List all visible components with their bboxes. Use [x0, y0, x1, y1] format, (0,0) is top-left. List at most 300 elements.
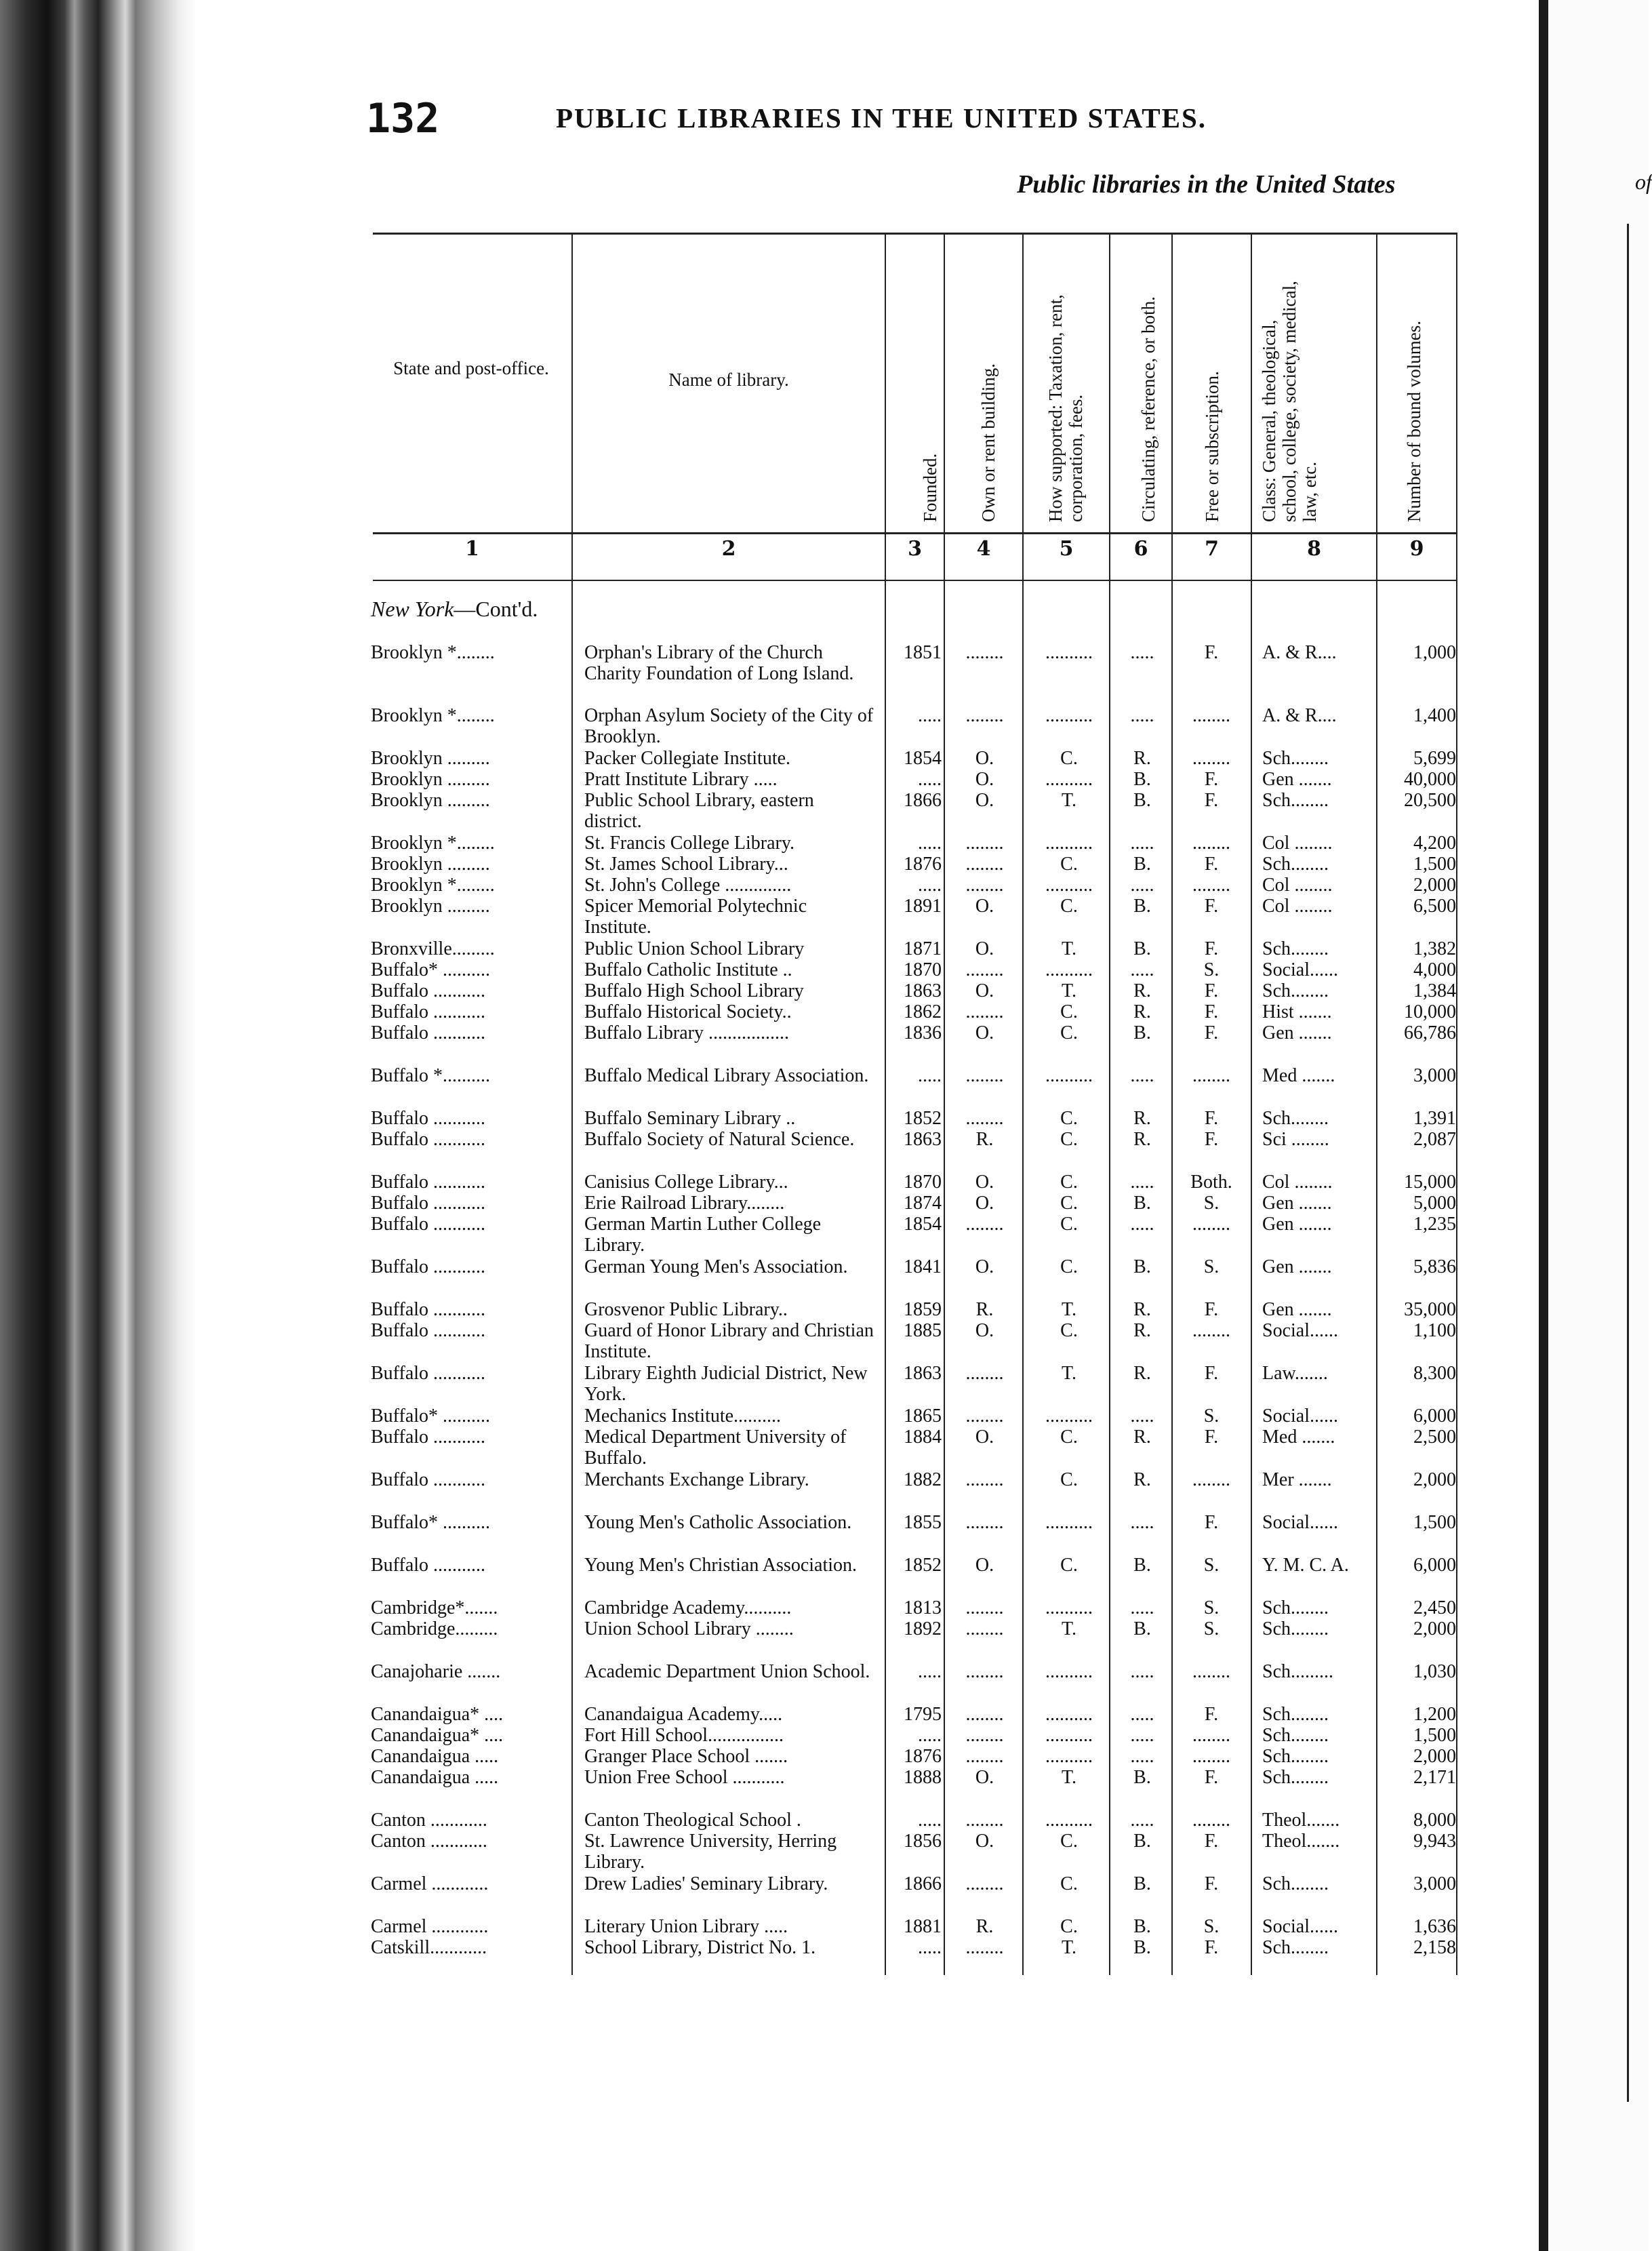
- table-cell-circulating: .....: [1130, 1065, 1154, 1086]
- table-cell-class: Sch........: [1262, 1746, 1329, 1767]
- table-cell-class: Gen .......: [1262, 1022, 1332, 1043]
- table-cell-name: Guard of Honor Library and Christian Institute.: [584, 1320, 874, 1362]
- table-cell-volumes: 10,000: [1404, 1001, 1456, 1022]
- table-cell-name: St. John's College ..............: [584, 875, 792, 896]
- table-cell-own-or-rent: ........: [965, 1873, 1004, 1894]
- column-header-own-or-rent: Own or rent building.: [978, 363, 999, 522]
- column-header-founded: Founded.: [920, 453, 940, 522]
- table-cell-free-or-subscription: F.: [1204, 642, 1219, 663]
- table-cell-founded: 1870: [904, 1172, 942, 1193]
- table-cell-own-or-rent: ........: [965, 854, 1004, 875]
- table-cell-founded: 1888: [904, 1767, 942, 1788]
- book-binding-edge: [0, 0, 197, 2251]
- table-cell-founded: 1866: [904, 790, 942, 811]
- table-cell-volumes: 2,087: [1413, 1129, 1456, 1150]
- table-cell-state: Canandaigua* ....: [371, 1725, 504, 1746]
- table-cell-free-or-subscription: F.: [1204, 1129, 1219, 1150]
- table-cell-state: Buffalo ...........: [371, 1555, 486, 1576]
- table-cell-name: Buffalo Historical Society..: [584, 1001, 792, 1022]
- table-cell-class: Sch........: [1262, 1597, 1329, 1618]
- table-cell-name: Buffalo High School Library: [584, 980, 804, 1001]
- table-cell-volumes: 1,384: [1413, 980, 1456, 1001]
- table-cell-circulating: .....: [1130, 1406, 1154, 1427]
- table-cell-circulating: .....: [1130, 1597, 1154, 1618]
- table-cell-class: Sch........: [1262, 1108, 1329, 1129]
- table-cell-volumes: 1,636: [1413, 1916, 1456, 1937]
- table-cell-volumes: 4,200: [1413, 833, 1456, 854]
- table-cell-state: Buffalo* ..........: [371, 1406, 491, 1427]
- table-cell-circulating: B.: [1133, 1873, 1151, 1894]
- table-cell-class: Col ........: [1262, 896, 1333, 917]
- table-cell-state: Canajoharie .......: [371, 1661, 501, 1682]
- table-cell-how-supported: T.: [1061, 1363, 1077, 1384]
- table-cell-class: Gen .......: [1262, 769, 1332, 790]
- table-cell-state: Brooklyn *........: [371, 642, 495, 663]
- table-cell-state: Brooklyn .........: [371, 854, 490, 875]
- table-cell-free-or-subscription: F.: [1204, 1022, 1219, 1043]
- table-cell-volumes: 8,300: [1413, 1363, 1456, 1384]
- table-cell-free-or-subscription: ........: [1192, 875, 1230, 896]
- table-cell-free-or-subscription: F.: [1204, 1001, 1219, 1022]
- table-cell-class: Sci ........: [1262, 1129, 1329, 1150]
- table-cell-class: Sch.........: [1262, 1661, 1333, 1682]
- table-cell-own-or-rent: O.: [975, 748, 994, 769]
- table-cell-own-or-rent: ........: [965, 705, 1004, 726]
- table-cell-free-or-subscription: S.: [1203, 1256, 1220, 1277]
- table-cell-circulating: B.: [1133, 1256, 1151, 1277]
- table-cell-founded: 1854: [904, 1214, 942, 1235]
- table-cell-own-or-rent: O.: [975, 1193, 994, 1214]
- table-cell-own-or-rent: ........: [965, 1108, 1004, 1129]
- table-cell-circulating: .....: [1130, 1512, 1154, 1533]
- table-cell-class: Sch........: [1262, 1767, 1329, 1788]
- table-cell-own-or-rent: ........: [965, 1597, 1004, 1618]
- table-cell-founded: 1884: [904, 1427, 942, 1448]
- table-cell-state: Carmel ............: [371, 1916, 489, 1937]
- table-cell-free-or-subscription: ........: [1192, 833, 1230, 854]
- table-cell-volumes: 2,171: [1413, 1767, 1456, 1788]
- table-cell-volumes: 5,836: [1413, 1256, 1456, 1277]
- table-cell-how-supported: T.: [1061, 1767, 1077, 1788]
- running-head: PUBLIC LIBRARIES IN THE UNITED STATES.: [556, 102, 1207, 134]
- table-cell-how-supported: ..........: [1045, 1810, 1093, 1831]
- table-cell-name: Young Men's Christian Association.: [584, 1555, 858, 1576]
- table-cell-class: Y. M. C. A.: [1262, 1555, 1349, 1576]
- table-cell-how-supported: T.: [1061, 1618, 1077, 1639]
- table-cell-class: Sch........: [1262, 938, 1329, 959]
- table-cell-own-or-rent: O.: [975, 1172, 994, 1193]
- table-cell-free-or-subscription: F.: [1204, 854, 1219, 875]
- table-cell-class: Law.......: [1262, 1363, 1328, 1384]
- table-cell-name: Academic Department Union School.: [584, 1661, 870, 1682]
- table-top-rule: [373, 233, 1457, 235]
- table-cell-state: Buffalo ...........: [371, 1001, 486, 1022]
- table-cell-name: Union Free School ...........: [584, 1767, 785, 1788]
- table-cell-circulating: R.: [1133, 1108, 1151, 1129]
- table-cell-free-or-subscription: F.: [1204, 1299, 1219, 1320]
- table-cell-name: Buffalo Society of Natural Science.: [584, 1129, 855, 1150]
- table-cell-circulating: R.: [1133, 1363, 1151, 1384]
- table-cell-class: Gen .......: [1262, 1193, 1332, 1214]
- table-cell-own-or-rent: O.: [975, 1256, 994, 1277]
- table-caption: Public libraries in the United States: [1017, 170, 1396, 199]
- table-cell-founded: 1863: [904, 980, 942, 1001]
- table-cell-circulating: B.: [1133, 1193, 1151, 1214]
- table-cell-circulating: B.: [1133, 1555, 1151, 1576]
- table-cell-volumes: 1,030: [1413, 1661, 1456, 1682]
- table-cell-how-supported: C.: [1060, 1129, 1078, 1150]
- table-cell-state: Buffalo ...........: [371, 1022, 486, 1043]
- table-cell-name: Orphan Asylum Society of the City of Brooklyn.: [584, 705, 874, 747]
- table-cell-free-or-subscription: ........: [1192, 1725, 1230, 1746]
- table-cell-name: Grosvenor Public Library..: [584, 1299, 788, 1320]
- table-cell-free-or-subscription: S.: [1203, 1555, 1220, 1576]
- table-cell-free-or-subscription: S.: [1203, 1193, 1220, 1214]
- table-cell-how-supported: ..........: [1045, 769, 1093, 790]
- table-cell-class: Med .......: [1262, 1065, 1335, 1086]
- table-cell-how-supported: T.: [1061, 790, 1077, 811]
- table-cell-founded: 1891: [904, 896, 942, 917]
- table-cell-founded: .....: [918, 1065, 942, 1086]
- table-cell-own-or-rent: O.: [975, 1555, 994, 1576]
- table-cell-how-supported: C.: [1060, 896, 1078, 917]
- colnum-bottom-rule: [373, 580, 1457, 581]
- column-header-free-or-subscription: Free or subscription.: [1202, 371, 1222, 522]
- column-number: 8: [1307, 537, 1321, 561]
- table-cell-own-or-rent: O.: [975, 938, 994, 959]
- table-cell-circulating: .....: [1130, 1172, 1154, 1193]
- table-cell-how-supported: ..........: [1045, 1065, 1093, 1086]
- table-cell-name: Buffalo Medical Library Association.: [584, 1065, 869, 1086]
- table-cell-circulating: R.: [1133, 748, 1151, 769]
- table-cell-own-or-rent: ........: [965, 959, 1004, 980]
- table-cell-how-supported: C.: [1060, 1873, 1078, 1894]
- table-cell-circulating: .....: [1130, 705, 1154, 726]
- table-cell-volumes: 1,500: [1413, 1512, 1456, 1533]
- table-cell-volumes: 6,500: [1413, 896, 1456, 917]
- table-cell-how-supported: ..........: [1045, 1746, 1093, 1767]
- table-cell-state: Canandaigua .....: [371, 1746, 499, 1767]
- table-cell-class: Sch........: [1262, 1873, 1329, 1894]
- table-cell-how-supported: C.: [1060, 1108, 1078, 1129]
- section-heading: [371, 597, 538, 622]
- table-cell-class: A. & R....: [1262, 642, 1337, 663]
- table-cell-volumes: 2,158: [1413, 1937, 1456, 1958]
- table-cell-volumes: 1,000: [1413, 642, 1456, 663]
- table-cell-volumes: 8,000: [1413, 1810, 1456, 1831]
- table-cell-name: Canton Theological School .: [584, 1810, 801, 1831]
- table-cell-own-or-rent: ........: [965, 1065, 1004, 1086]
- table-cell-free-or-subscription: F.: [1204, 1363, 1219, 1384]
- table-cell-volumes: 6,000: [1413, 1406, 1456, 1427]
- table-cell-own-or-rent: R.: [975, 1916, 994, 1937]
- table-cell-class: Sch........: [1262, 748, 1329, 769]
- column-number: 2: [721, 537, 736, 561]
- table-cell-class: A. & R....: [1262, 705, 1337, 726]
- table-cell-founded: 1863: [904, 1129, 942, 1150]
- table-cell-name: Literary Union Library .....: [584, 1916, 788, 1937]
- table-cell-free-or-subscription: F.: [1204, 980, 1219, 1001]
- table-cell-how-supported: T.: [1061, 1299, 1077, 1320]
- table-cell-state: Buffalo ...........: [371, 1214, 486, 1235]
- table-cell-how-supported: C.: [1060, 1193, 1078, 1214]
- table-cell-state: Buffalo ...........: [371, 1129, 486, 1150]
- table-cell-how-supported: T.: [1061, 1937, 1077, 1958]
- table-cell-own-or-rent: ........: [965, 1704, 1004, 1725]
- table-cell-free-or-subscription: F.: [1204, 1512, 1219, 1533]
- table-cell-free-or-subscription: ........: [1192, 1214, 1230, 1235]
- table-cell-own-or-rent: ........: [965, 1810, 1004, 1831]
- table-cell-state: Brooklyn *........: [371, 875, 495, 896]
- table-cell-how-supported: ..........: [1045, 833, 1093, 854]
- table-cell-name: Buffalo Library .................: [584, 1022, 789, 1043]
- table-cell-how-supported: C.: [1060, 1256, 1078, 1277]
- table-cell-state: Buffalo ...........: [371, 1469, 486, 1490]
- table-cell-volumes: 2,000: [1413, 1618, 1456, 1639]
- table-cell-how-supported: ..........: [1045, 959, 1093, 980]
- table-cell-class: Mer .......: [1262, 1469, 1332, 1490]
- col-divider: [885, 233, 886, 1975]
- table-cell-how-supported: ..........: [1045, 1512, 1093, 1533]
- facing-page-edge: [1548, 0, 1649, 2251]
- table-cell-class: Social......: [1262, 959, 1338, 980]
- table-cell-how-supported: ..........: [1045, 1597, 1093, 1618]
- table-cell-circulating: .....: [1130, 833, 1154, 854]
- table-cell-state: Buffalo* ..........: [371, 959, 491, 980]
- table-cell-name: Pratt Institute Library .....: [584, 769, 778, 790]
- table-cell-how-supported: C.: [1060, 1001, 1078, 1022]
- table-cell-name: Erie Railroad Library........: [584, 1193, 785, 1214]
- table-cell-founded: 1885: [904, 1320, 942, 1341]
- col-divider: [571, 233, 573, 1975]
- table-cell-state: Canton ............: [371, 1831, 487, 1852]
- table-cell-name: Public Union School Library: [584, 938, 805, 959]
- table-cell-free-or-subscription: F.: [1204, 1937, 1219, 1958]
- table-cell-how-supported: C.: [1060, 1555, 1078, 1576]
- table-cell-founded: 1865: [904, 1406, 942, 1427]
- table-cell-name: Canisius College Library...: [584, 1172, 788, 1193]
- table-cell-circulating: R.: [1133, 1001, 1151, 1022]
- column-header-how-supported: How supported: Taxation, rent, corporation, fees.: [1045, 294, 1086, 522]
- table-cell-own-or-rent: ........: [965, 1618, 1004, 1639]
- table-cell-circulating: B.: [1133, 938, 1151, 959]
- column-number: 9: [1409, 537, 1424, 561]
- table-cell-free-or-subscription: F.: [1204, 1831, 1219, 1852]
- table-cell-circulating: B.: [1133, 790, 1151, 811]
- table-cell-state: Buffalo ...........: [371, 980, 486, 1001]
- table-cell-own-or-rent: ........: [965, 642, 1004, 663]
- table-cell-free-or-subscription: ........: [1192, 1661, 1230, 1682]
- table-cell-founded: .....: [918, 1810, 942, 1831]
- table-cell-volumes: 5,000: [1413, 1193, 1456, 1214]
- table-cell-state: Buffalo* ..........: [371, 1512, 491, 1533]
- table-cell-free-or-subscription: F.: [1204, 896, 1219, 917]
- table-cell-volumes: 2,000: [1413, 1746, 1456, 1767]
- table-cell-free-or-subscription: F.: [1204, 790, 1219, 811]
- table-cell-volumes: 2,450: [1413, 1597, 1456, 1618]
- table-cell-circulating: .....: [1130, 1704, 1154, 1725]
- table-cell-free-or-subscription: S.: [1203, 1406, 1220, 1427]
- table-cell-state: Brooklyn *........: [371, 833, 495, 854]
- table-cell-volumes: 66,786: [1404, 1022, 1456, 1043]
- table-cell-name: Medical Department University of Buffalo.: [584, 1427, 847, 1469]
- facing-page-rule: [1627, 224, 1629, 2102]
- table-cell-own-or-rent: ........: [965, 1937, 1004, 1958]
- table-cell-founded: .....: [918, 1937, 942, 1958]
- table-cell-name: German Young Men's Association.: [584, 1256, 848, 1277]
- table-cell-circulating: B.: [1133, 1916, 1151, 1937]
- table-cell-founded: 1863: [904, 1363, 942, 1384]
- table-cell-own-or-rent: ........: [965, 1363, 1004, 1384]
- table-cell-state: Buffalo ...........: [371, 1193, 486, 1214]
- table-cell-name: German Martin Luther College Library.: [584, 1214, 822, 1256]
- table-cell-free-or-subscription: F.: [1204, 938, 1219, 959]
- table-cell-how-supported: ..........: [1045, 1725, 1093, 1746]
- table-cell-circulating: .....: [1130, 1661, 1154, 1682]
- table-cell-name: Merchants Exchange Library.: [584, 1469, 809, 1490]
- table-cell-free-or-subscription: F.: [1204, 1767, 1219, 1788]
- table-cell-own-or-rent: R.: [975, 1299, 994, 1320]
- table-cell-class: Gen .......: [1262, 1214, 1332, 1235]
- table-cell-free-or-subscription: S.: [1203, 1618, 1220, 1639]
- table-cell-name: Fort Hill School................: [584, 1725, 784, 1746]
- table-cell-free-or-subscription: ........: [1192, 748, 1230, 769]
- table-cell-circulating: R.: [1133, 1129, 1151, 1150]
- table-cell-class: Col ........: [1262, 1172, 1333, 1193]
- table-cell-own-or-rent: O.: [975, 1831, 994, 1852]
- table-cell-volumes: 40,000: [1404, 769, 1456, 790]
- table-cell-name: Buffalo Seminary Library ..: [584, 1108, 796, 1129]
- table-cell-circulating: B.: [1133, 769, 1151, 790]
- table-cell-class: Sch........: [1262, 1937, 1329, 1958]
- table-cell-founded: 1852: [904, 1555, 942, 1576]
- table-cell-circulating: R.: [1133, 980, 1151, 1001]
- table-cell-how-supported: C.: [1060, 1022, 1078, 1043]
- table-cell-name: Packer Collegiate Institute.: [584, 748, 791, 769]
- table-cell-own-or-rent: O.: [975, 1427, 994, 1448]
- table-cell-volumes: 1,382: [1413, 938, 1456, 959]
- table-cell-name: School Library, District No. 1.: [584, 1937, 816, 1958]
- table-cell-own-or-rent: O.: [975, 790, 994, 811]
- table-cell-founded: 1851: [904, 642, 942, 663]
- table-cell-how-supported: T.: [1061, 980, 1077, 1001]
- page-gutter: [1539, 0, 1548, 2251]
- table-cell-free-or-subscription: F.: [1204, 1108, 1219, 1129]
- table-cell-name: Orphan's Library of the Church Charity Foundation of Long Island.: [584, 642, 854, 684]
- table-cell-class: Social......: [1262, 1406, 1338, 1427]
- table-cell-founded: 1876: [904, 1746, 942, 1767]
- table-cell-founded: .....: [918, 1661, 942, 1682]
- table-cell-class: Gen .......: [1262, 1256, 1332, 1277]
- column-header-volumes: Number of bound volumes.: [1404, 321, 1424, 522]
- table-cell-own-or-rent: O.: [975, 1767, 994, 1788]
- table-cell-own-or-rent: ........: [965, 1512, 1004, 1533]
- table-cell-free-or-subscription: F.: [1204, 1427, 1219, 1448]
- table-cell-volumes: 1,400: [1413, 705, 1456, 726]
- table-cell-state: Brooklyn .........: [371, 896, 490, 917]
- table-cell-volumes: 1,100: [1413, 1320, 1456, 1341]
- table-cell-name: Public School Library, eastern district.: [584, 790, 814, 832]
- table-cell-own-or-rent: R.: [975, 1129, 994, 1150]
- table-cell-founded: .....: [918, 705, 942, 726]
- table-cell-own-or-rent: O.: [975, 896, 994, 917]
- table-cell-circulating: B.: [1133, 896, 1151, 917]
- table-cell-state: Canandaigua* ....: [371, 1704, 504, 1725]
- table-cell-own-or-rent: O.: [975, 1320, 994, 1341]
- table-cell-state: Canandaigua .....: [371, 1767, 499, 1788]
- table-cell-how-supported: ..........: [1045, 1704, 1093, 1725]
- table-cell-circulating: .....: [1130, 1746, 1154, 1767]
- table-cell-class: Social......: [1262, 1512, 1338, 1533]
- table-cell-how-supported: ..........: [1045, 875, 1093, 896]
- column-number: 7: [1205, 537, 1219, 561]
- table-cell-volumes: 9,943: [1413, 1831, 1456, 1852]
- table-cell-volumes: 6,000: [1413, 1555, 1456, 1576]
- table-cell-free-or-subscription: ........: [1192, 705, 1230, 726]
- column-header-class: Class: General, theological, school, college, society, medical, law, etc.: [1259, 281, 1320, 522]
- table-cell-how-supported: C.: [1060, 1831, 1078, 1852]
- table-cell-circulating: B.: [1133, 1022, 1151, 1043]
- table-cell-volumes: 3,000: [1413, 1065, 1456, 1086]
- table-cell-volumes: 1,500: [1413, 854, 1456, 875]
- table-cell-volumes: 1,500: [1413, 1725, 1456, 1746]
- table-cell-volumes: 5,699: [1413, 748, 1456, 769]
- table-cell-how-supported: C.: [1060, 1427, 1078, 1448]
- section-state: New York: [371, 597, 454, 621]
- table-cell-own-or-rent: ........: [965, 833, 1004, 854]
- table-cell-circulating: R.: [1133, 1427, 1151, 1448]
- table-cell-founded: 1892: [904, 1618, 942, 1639]
- table-cell-name: St. Francis College Library.: [584, 833, 795, 854]
- table-cell-founded: 1856: [904, 1831, 942, 1852]
- table-cell-founded: 1841: [904, 1256, 942, 1277]
- table-cell-own-or-rent: O.: [975, 769, 994, 790]
- table-cell-circulating: B.: [1133, 854, 1151, 875]
- table-cell-volumes: 35,000: [1404, 1299, 1456, 1320]
- column-number: 5: [1059, 537, 1074, 561]
- table-cell-founded: 1862: [904, 1001, 942, 1022]
- page-number: 132: [366, 95, 440, 142]
- column-header-state: State and post-office.: [393, 358, 549, 378]
- table-cell-founded: 1876: [904, 854, 942, 875]
- table-cell-volumes: 1,200: [1413, 1704, 1456, 1725]
- table-cell-state: Buffalo ...........: [371, 1172, 486, 1193]
- table-cell-founded: 1882: [904, 1469, 942, 1490]
- section-suffix: —Cont'd.: [454, 597, 538, 621]
- table-cell-founded: 1854: [904, 748, 942, 769]
- table-cell-class: Theol.......: [1262, 1831, 1340, 1852]
- table-cell-founded: 1852: [904, 1108, 942, 1129]
- table-cell-circulating: B.: [1133, 1618, 1151, 1639]
- table-cell-how-supported: C.: [1060, 1916, 1078, 1937]
- table-cell-own-or-rent: ........: [965, 1746, 1004, 1767]
- table-cell-founded: .....: [918, 1725, 942, 1746]
- table-cell-state: Cambridge*.......: [371, 1597, 498, 1618]
- table-cell-own-or-rent: ........: [965, 1406, 1004, 1427]
- table-cell-founded: 1813: [904, 1597, 942, 1618]
- table-cell-class: Sch........: [1262, 1725, 1329, 1746]
- column-number: 1: [465, 537, 479, 561]
- table-cell-name: St. James School Library...: [584, 854, 788, 875]
- table-cell-state: Buffalo ...........: [371, 1363, 486, 1384]
- table-cell-how-supported: C.: [1060, 748, 1078, 769]
- table-cell-state: Buffalo ...........: [371, 1320, 486, 1341]
- table-cell-founded: 1871: [904, 938, 942, 959]
- table-cell-founded: 1855: [904, 1512, 942, 1533]
- table-cell-founded: .....: [918, 769, 942, 790]
- table-cell-free-or-subscription: ........: [1192, 1469, 1230, 1490]
- table-cell-class: Sch........: [1262, 1704, 1329, 1725]
